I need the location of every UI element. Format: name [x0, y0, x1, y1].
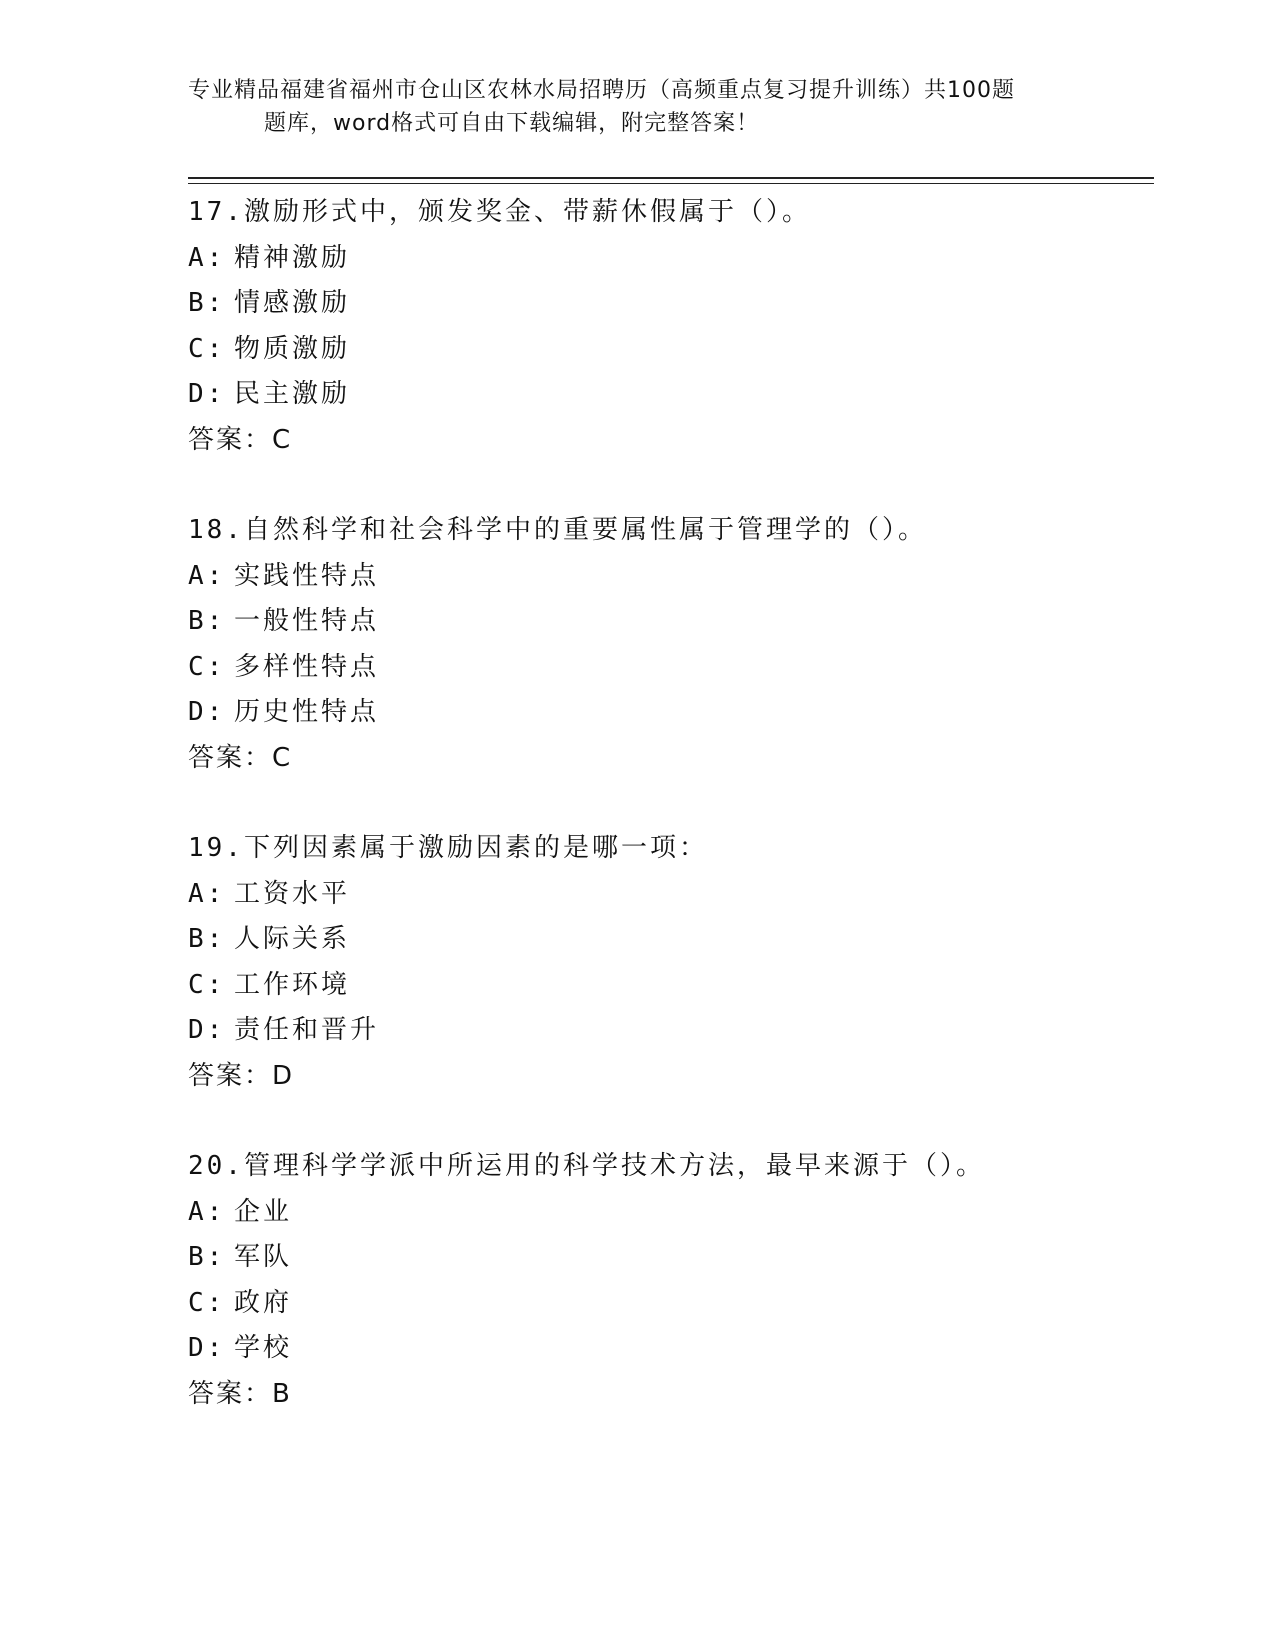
question-stem: 19.下列因素属于激励因素的是哪一项： — [188, 833, 708, 863]
header-title-line1: 专业精品福建省福州市仓山区农林水局招聘历（高频重点复习提升训练）共100题 — [188, 78, 1015, 103]
option-key: C: — [188, 333, 226, 364]
answer-line: 答案：B — [188, 1378, 292, 1409]
option-d — [188, 372, 1154, 418]
option-d — [188, 1326, 1154, 1372]
option-c — [188, 327, 1154, 373]
question-stem: 17.激励形式中，颁发奖金、带薪休假属于（）。 — [188, 197, 811, 227]
option-text: 情感激励 — [234, 288, 351, 318]
option-key: B: — [188, 1242, 226, 1272]
option-key: A: — [188, 560, 226, 591]
question-item — [188, 1144, 1154, 1417]
option-text: 军队 — [234, 1242, 293, 1272]
option-text: 政府 — [234, 1287, 293, 1318]
option-key: A: — [188, 878, 226, 909]
option-text: 一般性特点 — [234, 606, 380, 636]
option-d — [188, 690, 1154, 736]
option-c — [188, 963, 1154, 1009]
option-a — [188, 554, 1154, 600]
option-c — [188, 645, 1154, 691]
option-key: C: — [188, 1287, 226, 1318]
header-title-line2: 题库，word格式可自由下载编辑，附完整答案！ — [264, 111, 760, 136]
question-item — [188, 190, 1154, 463]
option-a — [188, 236, 1154, 282]
option-b — [188, 917, 1154, 963]
question-list — [188, 190, 1154, 1462]
question-stem: 18.自然科学和社会科学中的重要属性属于管理学的（）。 — [188, 515, 927, 545]
option-text: 实践性特点 — [234, 560, 380, 591]
option-key: C: — [188, 969, 226, 1000]
option-text: 人际关系 — [234, 924, 351, 954]
option-text: 学校 — [234, 1333, 293, 1363]
question-item — [188, 826, 1154, 1099]
option-key: D: — [188, 697, 226, 727]
document-header — [188, 74, 1088, 140]
question-stem: 20.管理科学学派中所运用的科学技术方法，最早来源于（）。 — [188, 1151, 985, 1181]
option-key: A: — [188, 242, 226, 273]
option-text: 历史性特点 — [234, 697, 380, 727]
answer-line: 答案：C — [188, 424, 293, 455]
option-key: D: — [188, 1333, 226, 1363]
answer-line: 答案：C — [188, 742, 293, 773]
header-divider-thin — [188, 183, 1154, 184]
question-item — [188, 508, 1154, 781]
option-key: B: — [188, 288, 226, 318]
option-c — [188, 1281, 1154, 1327]
answer-line: 答案：D — [188, 1060, 295, 1091]
option-b — [188, 281, 1154, 327]
option-key: B: — [188, 924, 226, 954]
option-text: 物质激励 — [234, 333, 351, 364]
option-text: 企业 — [234, 1196, 293, 1227]
option-a — [188, 1190, 1154, 1236]
option-key: A: — [188, 1196, 226, 1227]
option-d — [188, 1008, 1154, 1054]
option-key: D: — [188, 1015, 226, 1045]
option-key: B: — [188, 606, 226, 636]
option-text: 精神激励 — [234, 242, 351, 273]
option-key: D: — [188, 379, 226, 409]
option-text: 多样性特点 — [234, 651, 380, 682]
header-divider-thick — [188, 177, 1154, 179]
option-a — [188, 872, 1154, 918]
option-key: C: — [188, 651, 226, 682]
option-text: 责任和晋升 — [234, 1015, 380, 1045]
option-text: 工作环境 — [234, 969, 351, 1000]
option-text: 工资水平 — [234, 878, 351, 909]
option-text: 民主激励 — [234, 379, 351, 409]
option-b — [188, 1235, 1154, 1281]
option-b — [188, 599, 1154, 645]
